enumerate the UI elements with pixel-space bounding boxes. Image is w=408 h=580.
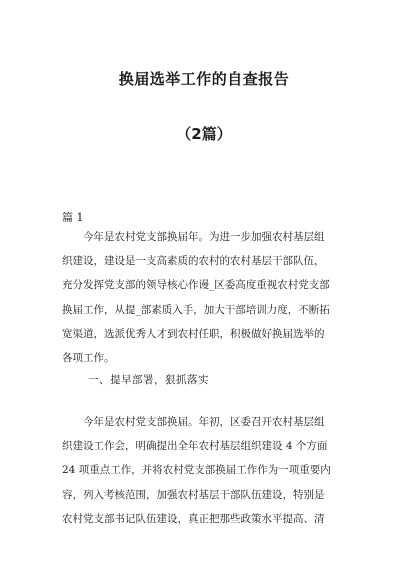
paragraph-1 <box>62 225 360 370</box>
section-heading: 一、提早部署，狠抓落实 <box>88 374 209 386</box>
paragraph-line: 充分发挥党支部的领导核心作谩_区委高度重视农村党支部 <box>62 279 330 292</box>
paragraph-line: 容，列入考核范围，加强农村基层干部队伍建设，特别是 <box>62 488 325 501</box>
paragraph-line: 24 项重点工作，并将农村党支部换届工作作为一项重要内 <box>62 464 331 477</box>
paragraph-line: 各项工作。 <box>62 352 115 365</box>
paragraph-line: 今年是农村党支部换届。年初，区委召开农村基层组 <box>62 416 325 428</box>
paragraph-2 <box>62 410 360 531</box>
section-label: 篇 1 <box>62 211 84 224</box>
paragraph-line: 织建设工作会，明确提出全年农村基层组织建设 4 个方面 <box>62 440 328 453</box>
paragraph-line: 换届工作，从提_部素质入手，加大干部培训力度，不断拓 <box>62 303 330 316</box>
paragraph-line: 织建设，建设是一支高素质的农村的农村基层干部队伍， <box>62 255 325 268</box>
document-title: 换届选举工作的自查报告 <box>118 70 290 88</box>
paragraph-line: 宽渠道，选派优秀人才到农村任职，积极做好换届选举的 <box>62 327 325 340</box>
document-subtitle: （2篇） <box>176 125 232 143</box>
paragraph-line: 今年是农村党支部换届年。为进一步加强农村基层组 <box>62 231 325 243</box>
paragraph-line: 农村党支部书记队伍建设，真正把那些政策水平提高、清 <box>62 512 325 525</box>
